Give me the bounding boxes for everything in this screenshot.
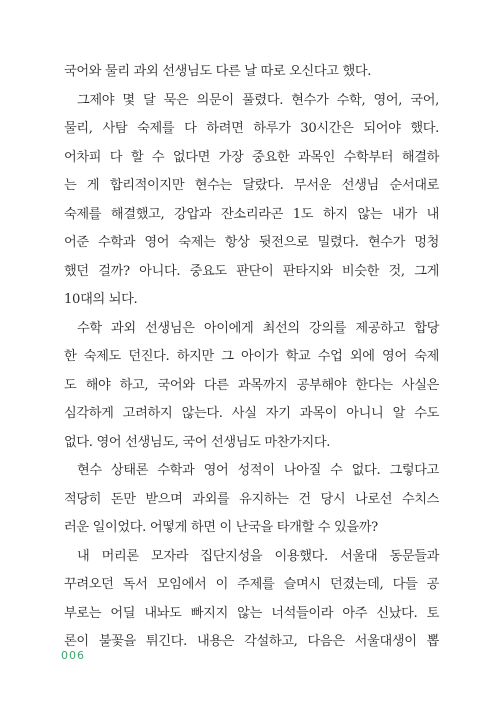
text-line: 숙제를 해결했고, 강압과 잔소리라곤 1도 하지 않는 내가 내 bbox=[64, 206, 439, 222]
text-line: 꾸려오던 독서 모임에서 이 주제를 슬며시 던졌는데, 다들 공 bbox=[64, 577, 439, 592]
text-line: 내 머리론 모자라 집단지성을 이용했다. 서울대 동문들과 bbox=[77, 548, 439, 564]
text-line: 는 게 합리적이지만 현수는 달랐다. 무서운 선생님 순서대로 bbox=[64, 178, 439, 193]
text-line: 없다. 영어 선생님도, 국어 선생님도 마찬가지다. bbox=[64, 434, 331, 450]
text-line: 도 해야 하고, 국어와 다른 과목까지 공부해야 한다는 사실은 bbox=[64, 377, 439, 393]
text-line: 적당히 돈만 받으며 과외를 유지하는 건 당시 나로선 수치스 bbox=[64, 491, 439, 507]
page-body bbox=[64, 58, 439, 657]
text-line: 그제야 몇 달 묵은 의문이 풀렸다. 현수가 수학, 영어, 국어, bbox=[77, 92, 439, 108]
text-line: 부로는 어딜 내놔도 빠지지 않는 너석들이라 아주 신났다. 토 bbox=[64, 605, 439, 621]
text-line: 러운 일이었다. 어떻게 하면 이 난국을 타개할 수 있을까? bbox=[64, 520, 378, 535]
page-number: 006 bbox=[61, 649, 85, 662]
text-line: 국어와 물리 과외 선생님도 다른 날 따로 오신다고 했다. bbox=[64, 64, 372, 79]
text-line: 10대의 뇌다. bbox=[64, 292, 138, 307]
text-line: 했던 걸까? 아니다. 중요도 판단이 판타지와 비슷한 것, 그게 bbox=[64, 263, 439, 279]
text-line: 론이 불꽃을 튀긴다. 내용은 각설하고, 다음은 서울대생이 뽑 bbox=[64, 634, 439, 649]
text-line: 현수 상태론 수학과 영어 성적이 나아질 수 없다. 그렇다고 bbox=[77, 463, 439, 478]
text-line: 어준 수학과 영어 숙제는 항상 뒷전으로 밀렸다. 현수가 멍청 bbox=[64, 235, 439, 250]
text-line: 어차피 다 할 수 없다면 가장 중요한 과목인 수학부터 해결하 bbox=[64, 149, 439, 165]
text-line: 한 숙제도 던진다. 하지만 그 아이가 학교 수업 외에 영어 숙제 bbox=[64, 349, 439, 364]
text-line: 물리, 사탐 숙제를 다 하려면 하루가 30시간은 되어야 했다. bbox=[64, 121, 439, 136]
text-line: 심각하게 고려하지 않는다. 사실 자기 과목이 아니니 알 수도 bbox=[64, 406, 439, 421]
text-line: 수학 과외 선생님은 아이에게 최선의 강의를 제공하고 합당 bbox=[77, 320, 439, 336]
